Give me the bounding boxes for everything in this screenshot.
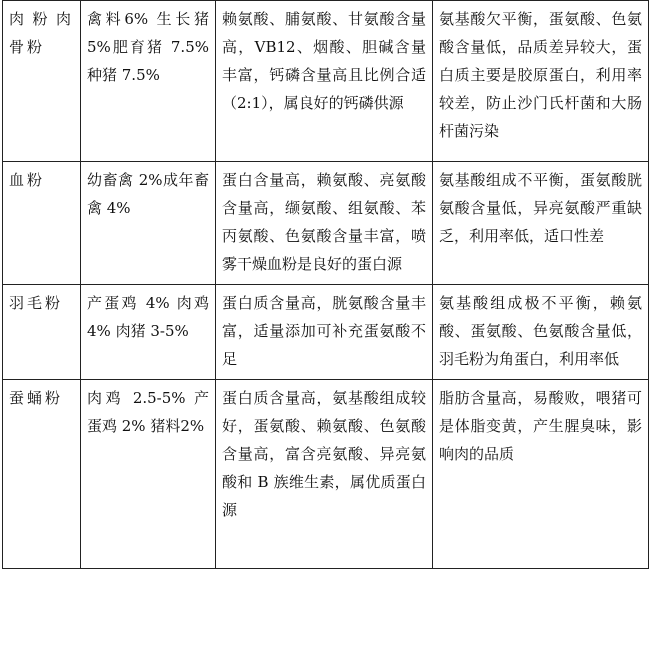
features-cell: 蛋白质含量高，氨基酸组成较好，蛋氨酸、赖氨酸、色氨酸含量高，富含亮氨酸、异亮氨酸和 B 族维生素，属优质蛋白源 [216, 380, 433, 569]
ingredient-name: 血粉 [3, 162, 81, 285]
dosage-cell: 禽料6% 生长猪5%肥育猪 7.5%种猪 7.5% [81, 1, 216, 162]
feed-comparison-table [2, 0, 649, 569]
problems-cell: 氨基酸欠平衡，蛋氨酸、色氨酸含量低，品质差异较大，蛋白质主要是胶原蛋白，利用率较差，防止沙门氏杆菌和大肠杆菌污染 [433, 1, 649, 162]
problems-cell: 氨基酸组成极不平衡，赖氨酸、蛋氨酸、色氨酸含量低，羽毛粉为角蛋白，利用率低 [433, 285, 649, 380]
dosage-cell: 产蛋鸡 4% 肉鸡4% 肉猪 3-5% [81, 285, 216, 380]
problems-cell: 脂肪含量高，易酸败，喂猪可是体脂变黄，产生腥臭味，影响肉的品质 [433, 380, 649, 569]
ingredient-name: 羽毛粉 [3, 285, 81, 380]
features-cell: 蛋白质含量高，胱氨酸含量丰富，适量添加可补充蛋氨酸不足 [216, 285, 433, 380]
features-cell: 赖氨酸、脯氨酸、甘氨酸含量高，VB12、烟酸、胆碱含量丰富，钙磷含量高且比例合适（2:1），属良好的钙磷供源 [216, 1, 433, 162]
problems-cell: 氨基酸组成不平衡，蛋氨酸胱氨酸含量低，异亮氨酸严重缺乏，利用率低，适口性差 [433, 162, 649, 285]
table-row [3, 380, 649, 569]
ingredient-name: 蚕蛹粉 [3, 380, 81, 569]
table-row [3, 162, 649, 285]
dosage-cell: 幼畜禽 2%成年畜禽 4% [81, 162, 216, 285]
dosage-cell: 肉鸡 2.5-5% 产蛋鸡 2% 猪料2% [81, 380, 216, 569]
ingredient-name: 肉粉肉骨粉 [3, 1, 81, 162]
table-row [3, 285, 649, 380]
table-row [3, 1, 649, 162]
features-cell: 蛋白含量高，赖氨酸、亮氨酸含量高，缬氨酸、组氨酸、苯丙氨酸、色氨酸含量丰富，喷雾干燥血粉是良好的蛋白源 [216, 162, 433, 285]
